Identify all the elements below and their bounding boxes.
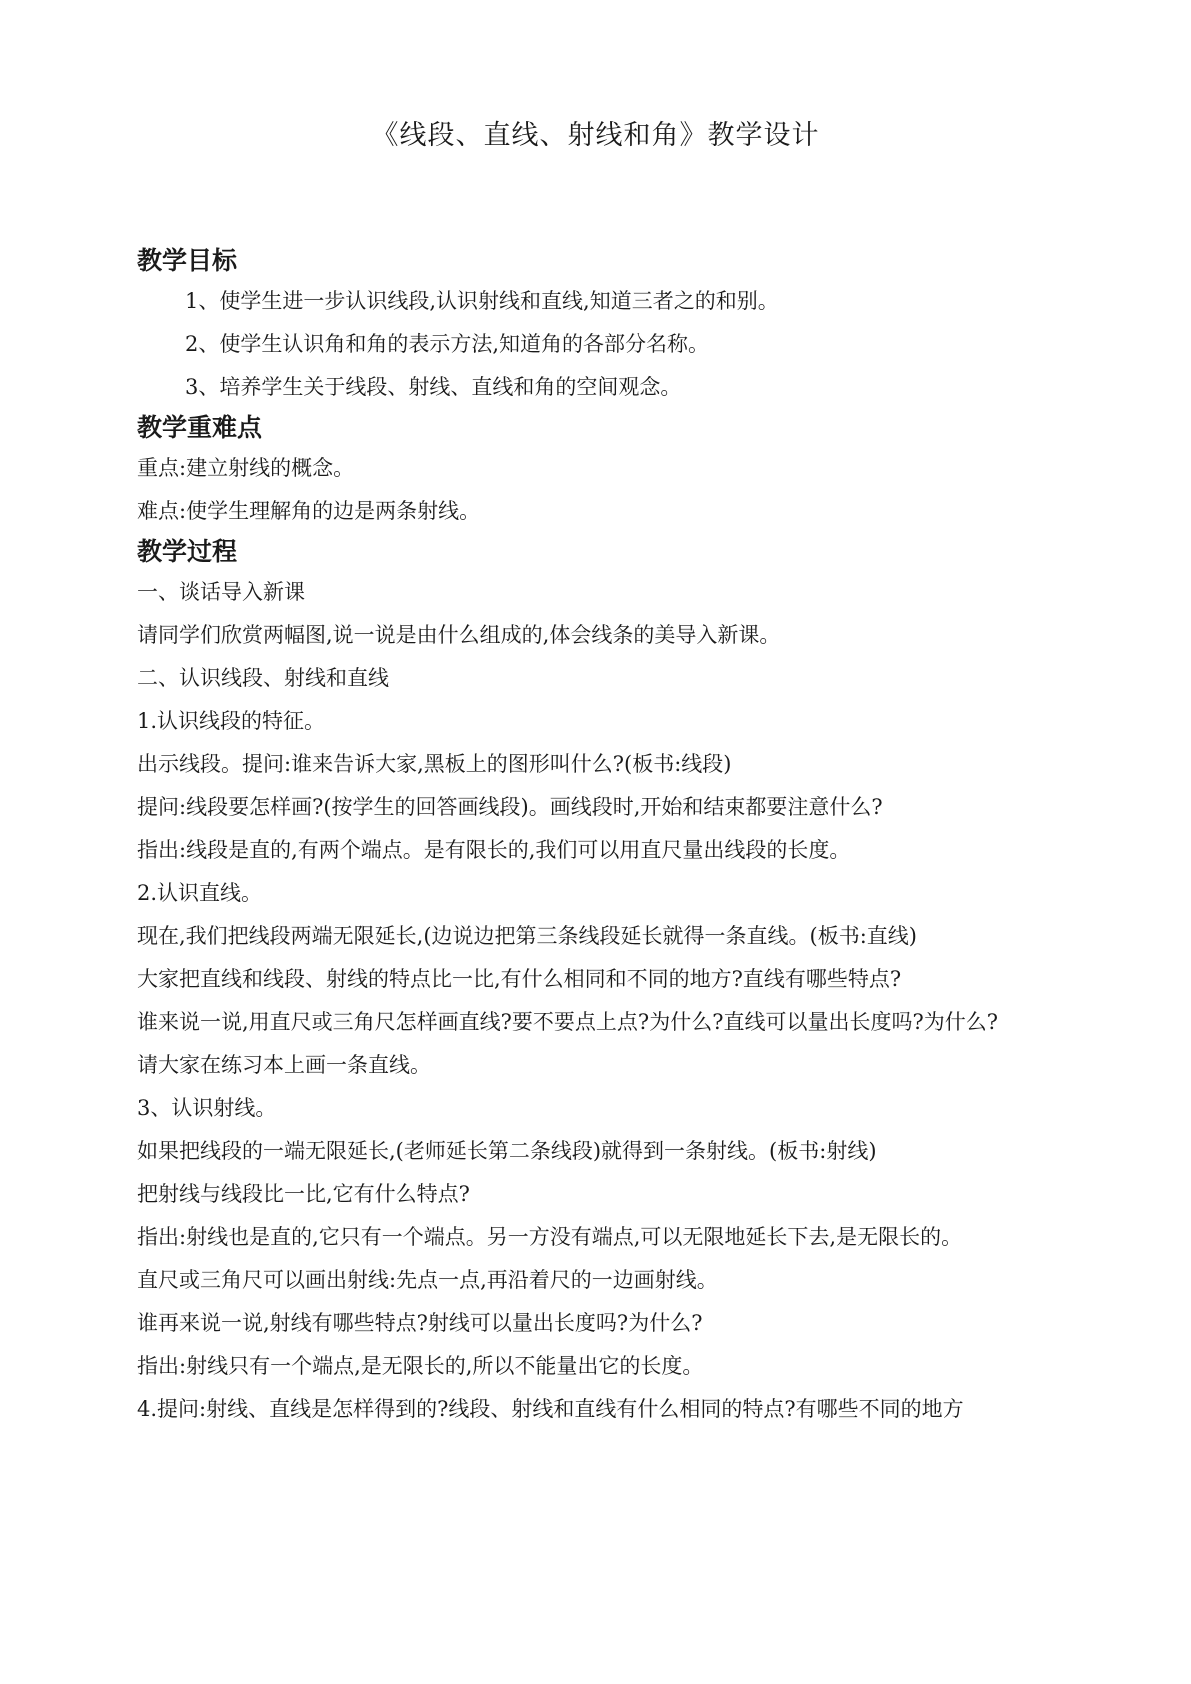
process-line: 2.认识直线。	[137, 881, 263, 905]
objective-item: 2、使学生认识角和角的表示方法,知道角的各部分名称。	[185, 332, 710, 356]
section-heading-key-points: 教学重难点	[137, 413, 263, 442]
process-line: 大家把直线和线段、射线的特点比一比,有什么相同和不同的地方?直线有哪些特点?	[137, 967, 902, 991]
process-line: 谁来说一说,用直尺或三角尺怎样画直线?要不要点上点?为什么?直线可以量出长度吗?为什么?	[137, 1010, 998, 1034]
document-title: 《线段、直线、射线和角》教学设计	[371, 120, 820, 151]
process-line: 请大家在练习本上画一条直线。	[137, 1053, 431, 1077]
process-line: 出示线段。提问:谁来告诉大家,黑板上的图形叫什么?(板书:线段)	[137, 752, 732, 776]
process-line: 如果把线段的一端无限延长,(老师延长第二条线段)就得到一条射线。(板书:射线)	[137, 1139, 877, 1163]
key-point-item: 难点:使学生理解角的边是两条射线。	[137, 499, 481, 523]
document-body	[137, 244, 1067, 1431]
process-line: 指出:射线也是直的,它只有一个端点。另一方没有端点,可以无限地延长下去,是无限长的。	[137, 1225, 963, 1249]
process-line: 指出:射线只有一个端点,是无限长的,所以不能量出它的长度。	[137, 1354, 704, 1378]
process-line: 一、谈话导入新课	[137, 580, 305, 604]
process-line: 指出:线段是直的,有两个端点。是有限长的,我们可以用直尺量出线段的长度。	[137, 838, 851, 862]
process-line: 把射线与线段比一比,它有什么特点?	[137, 1182, 470, 1206]
section-heading-objectives: 教学目标	[137, 246, 238, 275]
process-line: 直尺或三角尺可以画出射线:先点一点,再沿着尺的一边画射线。	[137, 1268, 718, 1292]
process-line: 谁再来说一说,射线有哪些特点?射线可以量出长度吗?为什么?	[137, 1311, 703, 1335]
process-line: 请同学们欣赏两幅图,说一说是由什么组成的,体会线条的美导入新课。	[137, 623, 781, 647]
objective-item: 1、使学生进一步认识线段,认识射线和直线,知道三者之的和别。	[185, 289, 779, 313]
section-heading-process: 教学过程	[137, 537, 238, 566]
process-line: 3、认识射线。	[137, 1096, 277, 1120]
process-line: 1.认识线段的特征。	[137, 709, 326, 733]
process-line: 二、认识线段、射线和直线	[137, 666, 389, 690]
process-line: 现在,我们把线段两端无限延长,(边说边把第三条线段延长就得一条直线。(板书:直线)	[137, 924, 918, 948]
objective-item: 3、培养学生关于线段、射线、直线和角的空间观念。	[185, 375, 682, 399]
process-line: 4.提问:射线、直线是怎样得到的?线段、射线和直线有什么相同的特点?有哪些不同的地方	[137, 1397, 964, 1421]
key-point-item: 重点:建立射线的概念。	[137, 456, 355, 480]
process-line: 提问:线段要怎样画?(按学生的回答画线段)。画线段时,开始和结束都要注意什么?	[137, 795, 883, 819]
